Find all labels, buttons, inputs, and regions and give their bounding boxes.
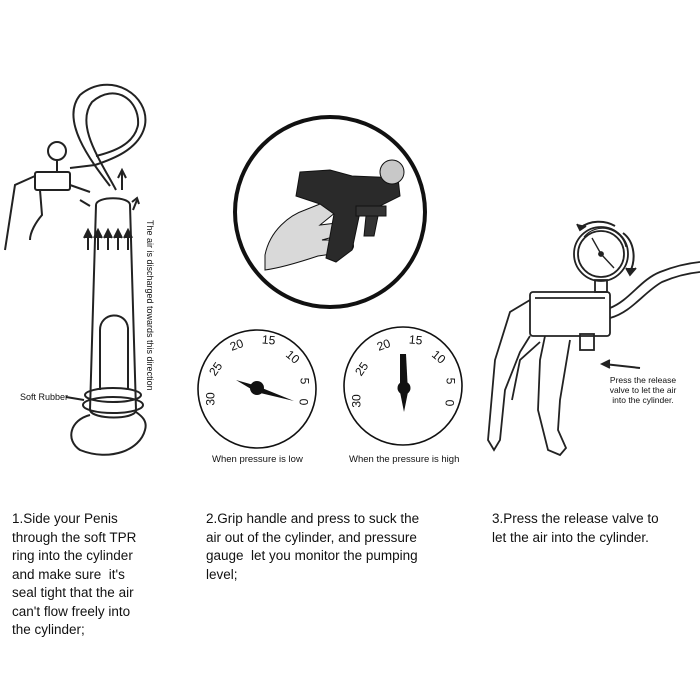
gauge-high-tick-0: 0 <box>442 399 457 407</box>
gauge-high-tick-30: 30 <box>349 394 364 408</box>
gauge-low-tick-5: 5 <box>297 377 312 385</box>
step-line: 2.Grip handle and press to suck the <box>206 511 420 526</box>
gauge-high-tick-25: 25 <box>352 359 372 379</box>
gauge-high-tick-20: 20 <box>375 336 393 354</box>
gauge-low-tick-0: 0 <box>296 398 311 406</box>
step-2-text <box>206 510 466 584</box>
step-line: air out of the cylinder, and pressure <box>206 529 417 545</box>
soft-rubber-label: Soft Rubber <box>20 392 69 402</box>
step-line: through the soft TPR <box>12 529 137 545</box>
release-note-line: valve to let the air <box>609 385 677 395</box>
step-line: ring into the cylinder <box>12 548 133 563</box>
release-note-line: into the cylinder. <box>612 395 674 405</box>
step-1-text <box>12 510 192 640</box>
step-line: gauge let you monitor the pumping <box>206 548 418 563</box>
step-line: 1.Side your Penis <box>12 511 118 526</box>
gauge-high-tick-5: 5 <box>443 377 458 385</box>
air-direction-label: The air is discharged towards this direction <box>145 220 155 391</box>
gauge-low-tick-30: 30 <box>203 392 218 406</box>
step-line: level; <box>206 566 238 582</box>
step-line: seal tight that the air <box>12 585 134 600</box>
step-line: the cylinder; <box>12 622 85 637</box>
gauge-low-tick-15: 15 <box>261 332 276 348</box>
gauge-high-caption: When the pressure is high <box>349 454 460 465</box>
gauge-low-caption: When pressure is low <box>212 454 303 465</box>
gauge-low-tick-20: 20 <box>228 336 246 354</box>
step-line: let the air into the cylinder. <box>492 529 649 545</box>
gauge-high-tick-15: 15 <box>408 332 423 348</box>
step-line: can't flow freely into <box>12 603 131 619</box>
gauge-high-tick-10: 10 <box>429 347 449 367</box>
step-line: 3.Press the release valve to <box>492 511 659 526</box>
gauge-low-tick-25: 25 <box>206 359 226 379</box>
step-line: and make sure it's <box>12 566 125 582</box>
release-note-line: Press the release <box>609 375 677 385</box>
gauge-low-tick-10: 10 <box>283 347 303 367</box>
release-valve-note <box>598 375 688 405</box>
step-3-text <box>492 510 697 547</box>
